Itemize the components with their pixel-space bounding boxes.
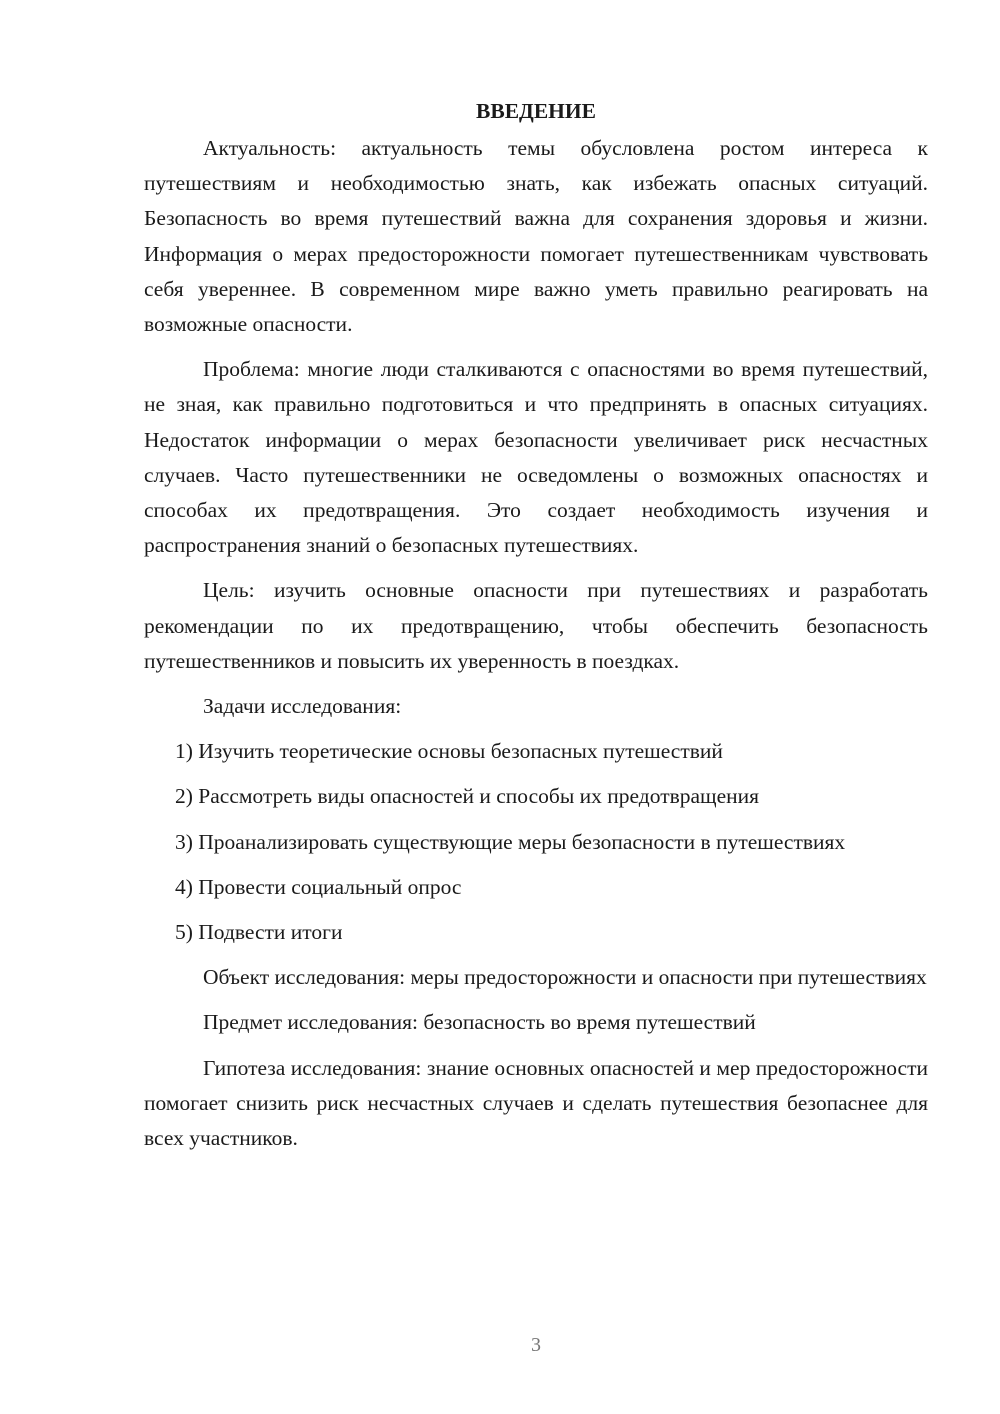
task-item-2: 2) Рассмотреть виды опасностей и способы их предотвращения [175, 784, 760, 809]
task-item-5: 5) Подвести итоги [175, 920, 343, 945]
paragraph-hypothesis: Гипотеза исследования: знание основных опасностей и мер предосторожности помогает снизить риск несчастных случаев и сделать путешествия безопаснее для всех участников. [144, 1055, 928, 1151]
paragraph-goal: Цель: изучить основные опасности при путешествиях и разработать рекомендации по их предотвращению, чтобы обеспечить безопасность путешественников и повысить их уверенность в поездках. [144, 578, 928, 673]
page-number: 3 [531, 1334, 541, 1356]
paragraph-subject: Предмет исследования: безопасность во время путешествий [203, 1010, 756, 1035]
page-content [144, 95, 928, 1166]
paragraph-relevance: Актуальность: актуальность темы обусловлена ростом интереса к путешествиям и необходимостью знать, как избежать опасных ситуаций. Безопасность во время путешествий важна для сохранения здоровья и жизни. Информация о мерах предосторожности помогает путешественникам чувствовать себя увереннее. В современном мире важно уметь правильно реагировать на возможные опасности. [144, 136, 928, 337]
task-item-1: 1) Изучить теоретические основы безопасных путешествий [175, 739, 723, 764]
page-title: ВВЕДЕНИЕ [476, 99, 596, 123]
paragraph-object: Объект исследования: меры предосторожности и опасности при путешествиях [203, 965, 927, 990]
paragraph-problem: Проблема: многие люди сталкиваются с опасностями во время путешествий, не зная, как правильно подготовиться и что предпринять в опасных ситуациях. Недостаток информации о мерах безопасности увеличивает риск несчастных случаев. Часто путешественники не осведомлены о возможных опасностях и способах их предотвращения. Это создает необходимость изучения и распространения знаний о безопасных путешествиях. [144, 357, 928, 558]
tasks-heading: Задачи исследования: [203, 694, 402, 719]
task-item-4: 4) Провести социальный опрос [175, 874, 462, 899]
task-item-3: 3) Проанализировать существующие меры безопасности в путешествиях [175, 829, 846, 854]
